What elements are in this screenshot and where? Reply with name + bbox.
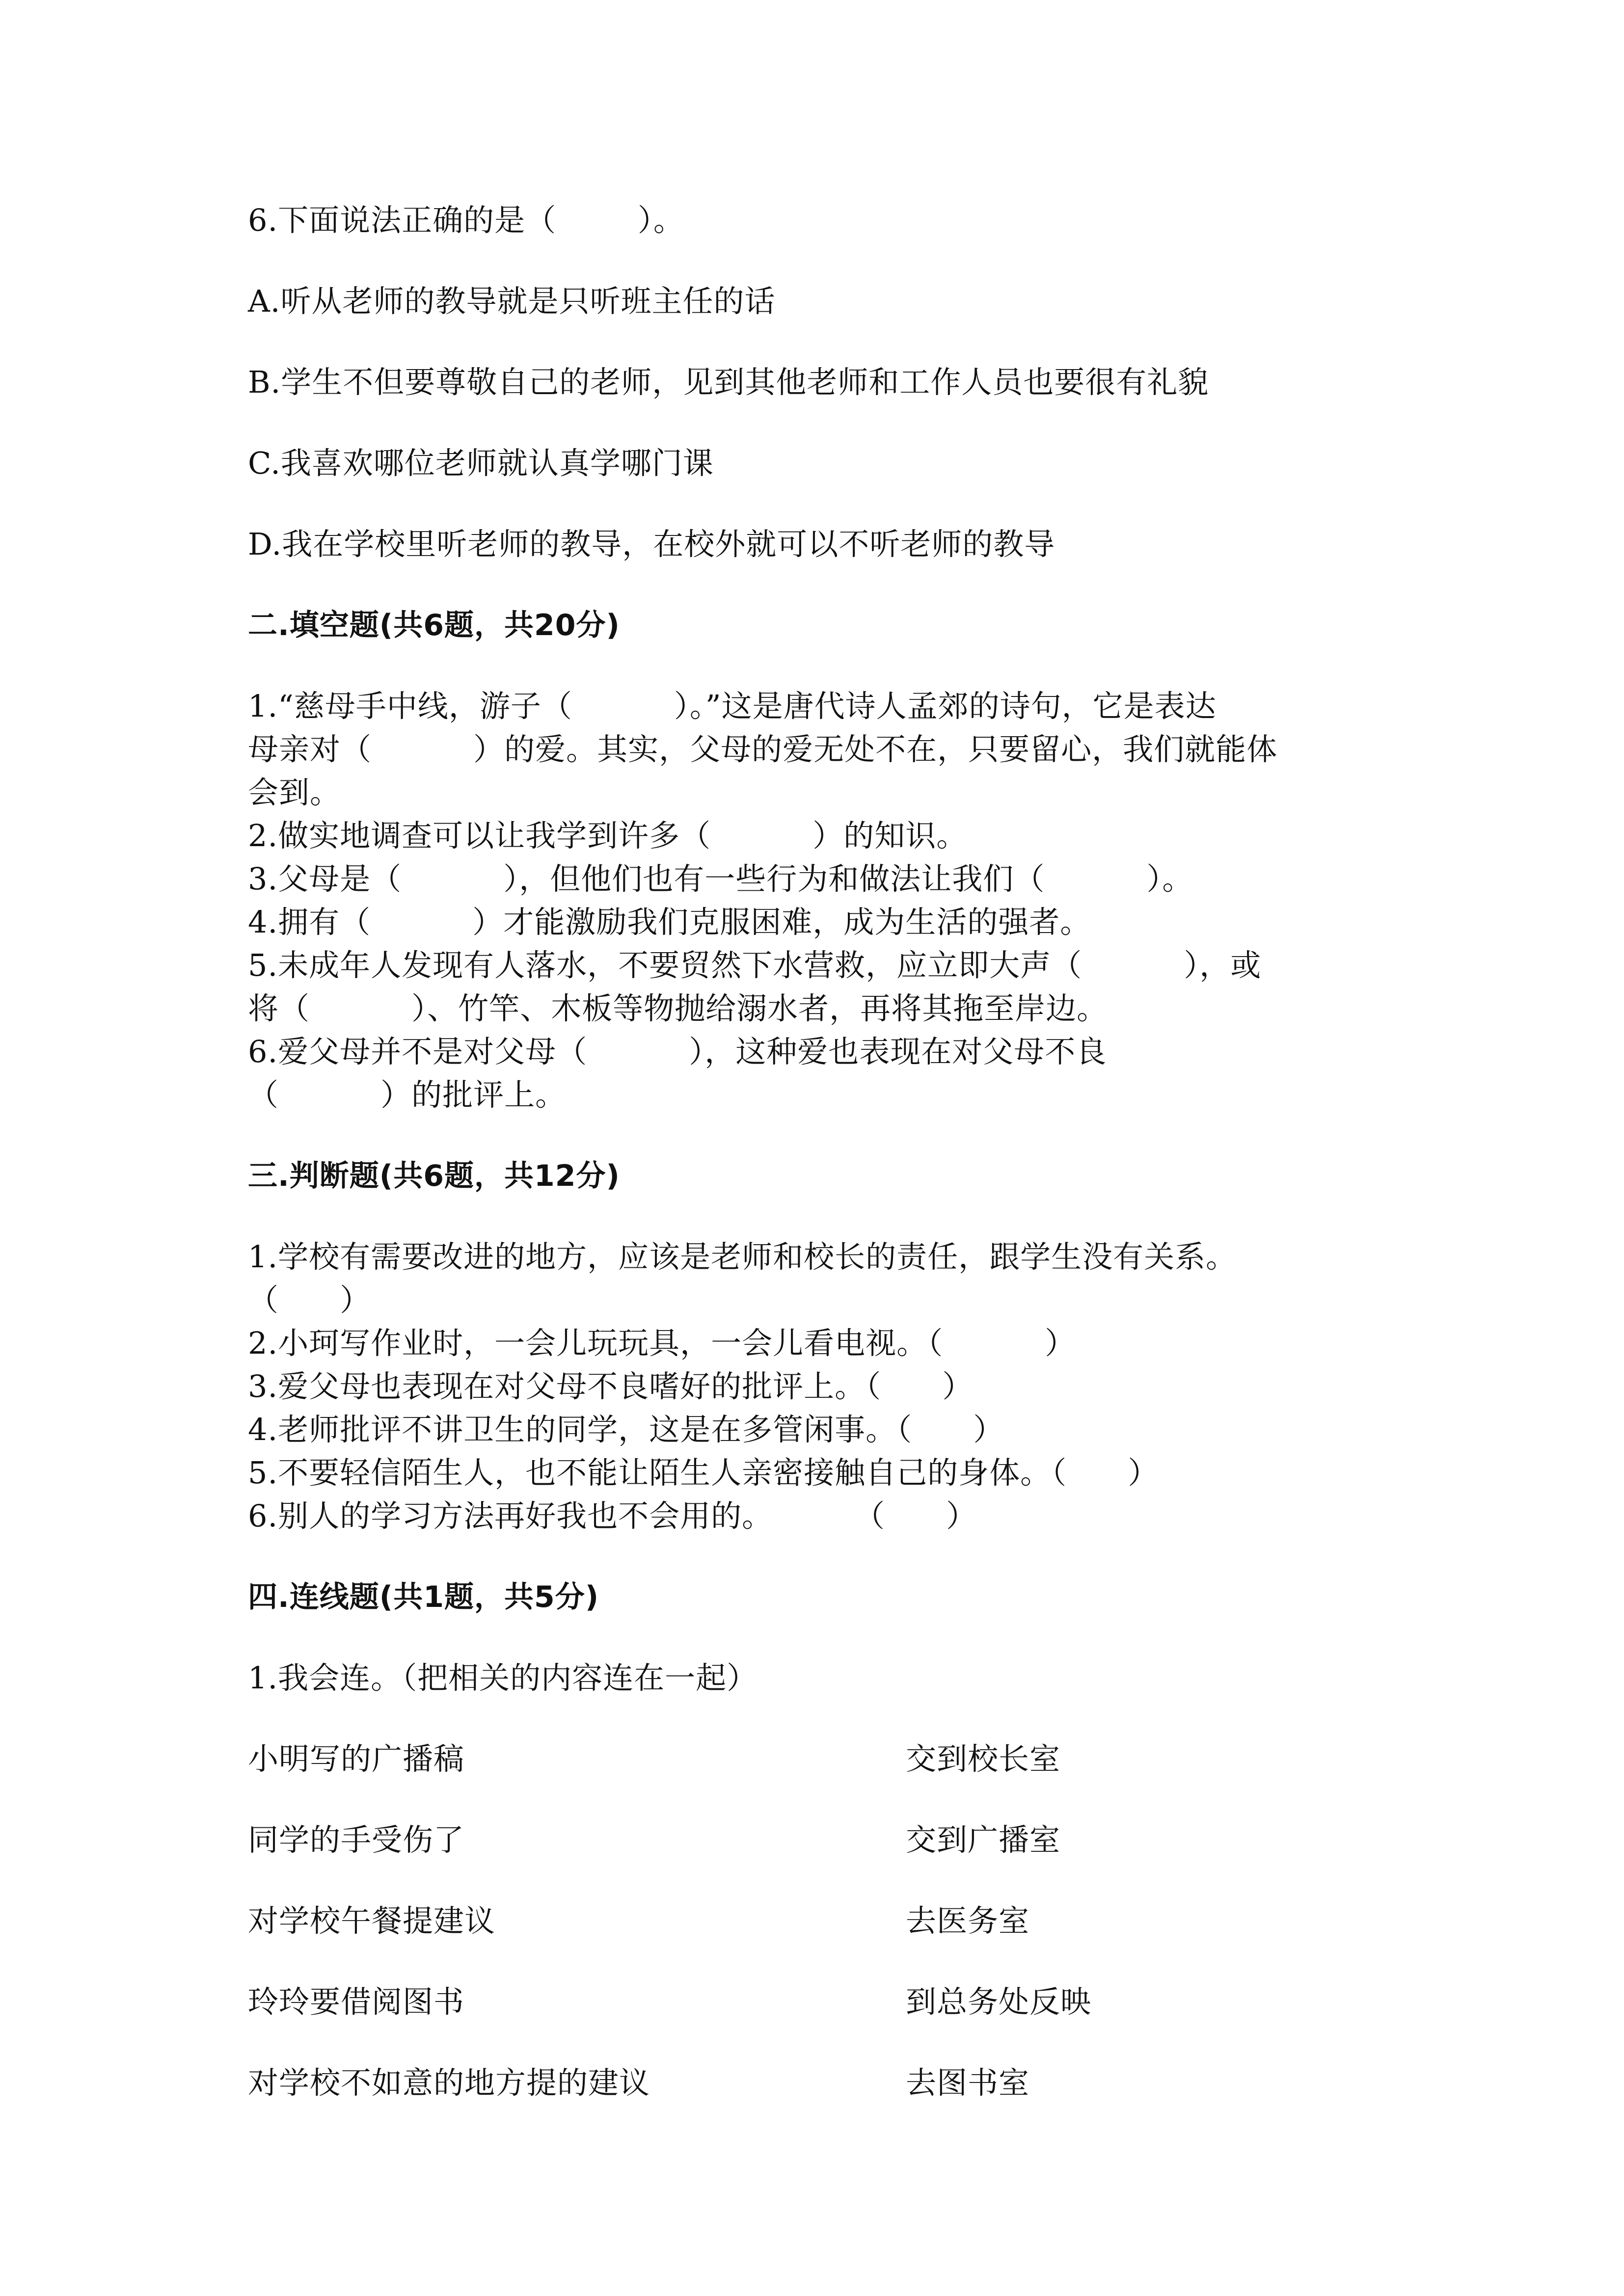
match-left-item: 小明写的广播稿 <box>248 1741 465 1777</box>
match-right-item: 去医务室 <box>906 1903 1030 1939</box>
fill-line: 母亲对（ ）的爱。其实，父母的爱无处不在，只要留心，我们就能体 <box>248 731 1278 767</box>
q6-stem: 6.下面说法正确的是（ ）。 <box>248 202 684 238</box>
match-right-item: 交到广播室 <box>906 1822 1061 1858</box>
q6-option-c: C.我喜欢哪位老师就认真学哪门课 <box>248 445 714 481</box>
fill-line: 4.拥有（ ）才能激励我们克服困难，成为生活的强者。 <box>248 904 1091 940</box>
q6-option-a: A.听从老师的教导就是只听班主任的话 <box>248 283 776 319</box>
judge-line: 3.爱父母也表现在对父母不良嗜好的批评上。（ ） <box>248 1368 974 1404</box>
judge-line: 4.老师批评不讲卫生的同学，这是在多管闲事。（ ） <box>248 1412 1004 1447</box>
fill-line: 2.做实地调查可以让我学到许多（ ）的知识。 <box>248 818 968 854</box>
section3-heading: 三.判断题(共6题，共12分) <box>248 1159 620 1193</box>
fill-line: 5.未成年人发现有人落水，不要贸然下水营救，应立即大声（ ），或 <box>248 947 1262 983</box>
fill-line: 会到。 <box>248 774 341 810</box>
fill-line: （ ）的批评上。 <box>248 1077 567 1113</box>
match-left-item: 玲玲要借阅图书 <box>248 1984 465 2020</box>
judge-line: （ ） <box>248 1282 371 1318</box>
fill-line: 将（ ）、竹竿、木板等物抛给溺水者，再将其拖至岸边。 <box>248 990 1108 1026</box>
match-left-item: 对学校午餐提建议 <box>248 1903 496 1939</box>
match-left-item: 同学的手受伤了 <box>248 1822 465 1858</box>
fill-line: 1.“慈母手中线，游子（ ）。”这是唐代诗人孟郊的诗句，它是表达 <box>248 688 1217 724</box>
judge-line: 1.学校有需要改进的地方，应该是老师和校长的责任，跟学生没有关系。 <box>248 1239 1237 1275</box>
match-question: 1.我会连。（把相关的内容连在一起） <box>248 1660 758 1696</box>
judge-line: 2.小珂写作业时，一会儿玩玩具，一会儿看电视。（ ） <box>248 1325 1076 1361</box>
section2-heading: 二.填空题(共6题，共20分) <box>248 608 620 642</box>
fill-line: 6.爱父母并不是对父母（ ），这种爱也表现在对父母不良 <box>248 1034 1107 1069</box>
match-right-item: 交到校长室 <box>906 1741 1061 1777</box>
section4-heading: 四.连线题(共1题，共5分) <box>248 1580 599 1614</box>
match-right-item: 到总务处反映 <box>906 1984 1092 2020</box>
match-right-item: 去图书室 <box>906 2065 1030 2101</box>
judge-line: 6.别人的学习方法再好我也不会用的。 （ ） <box>248 1498 977 1534</box>
q6-option-b: B.学生不但要尊敬自己的老师，见到其他老师和工作人员也要很有礼貌 <box>248 364 1209 400</box>
judge-line: 5.不要轻信陌生人，也不能让陌生人亲密接触自己的身体。（ ） <box>248 1455 1159 1491</box>
q6-option-d: D.我在学校里听老师的教导，在校外就可以不听老师的教导 <box>248 526 1056 562</box>
fill-line: 3.父母是（ ），但他们也有一些行为和做法让我们（ ）。 <box>248 861 1193 897</box>
match-left-item: 对学校不如意的地方提的建议 <box>248 2065 650 2101</box>
